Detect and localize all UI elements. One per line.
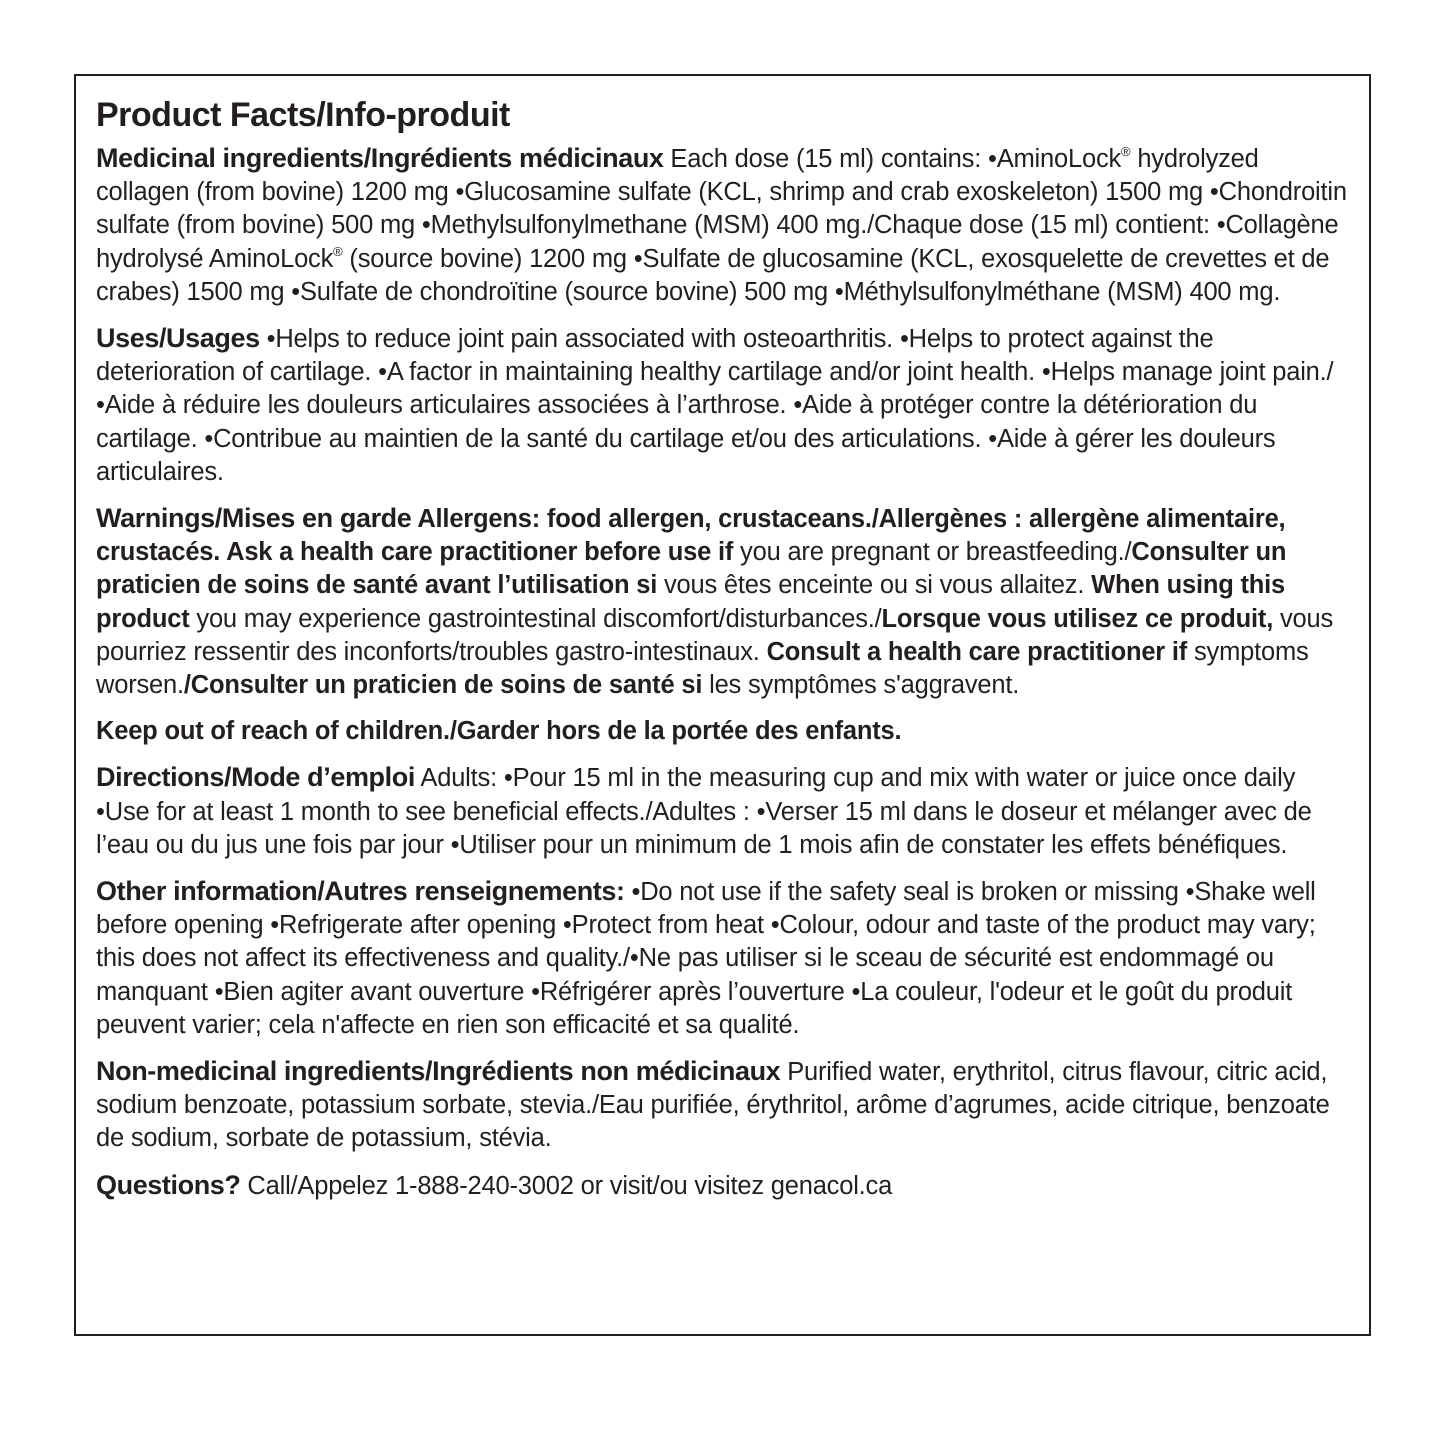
uses-heading: Uses/Usages	[96, 323, 260, 354]
panel-title: Product Facts/Info-produit	[96, 96, 510, 134]
allergens-text: Allergens: food allergen, crustaceans./Allergènes : allergène alimentaire, crustacés.	[96, 505, 1286, 567]
consult-fr-text: vous êtes enceinte ou si vous allaitez.	[657, 571, 1085, 600]
registered-mark: ®	[1121, 144, 1131, 159]
directions-text: Adults: •Pour 15 ml in the measuring cup and mix with water or juice once daily •Use for at least 1 month to see beneficial effects./Adultes : •Verser 15 ml dans le doseur et mélanger avec de l’eau ou du jus une fois par jour •Utiliser pour un minimum de 1 mois afin de constater les effets bénéfiques.	[96, 764, 1312, 859]
medicinal-ingredients-section	[96, 142, 1349, 309]
ask-practitioner-text: you are pregnant or breastfeeding./	[733, 538, 1132, 567]
when-using-text: you may experience gastrointestinal discomfort/disturbances./	[189, 604, 882, 633]
questions-text: Call/Appelez 1-888-240-3002 or visit/ou visitez genacol.ca	[240, 1171, 893, 1200]
consulter-si-bold: /Consulter un praticien de soins de santé si	[183, 671, 703, 700]
medicinal-text-2: hydrolyzed collagen (from bovine) 1200 mg •Glucosamine sulfate (KCL, shrimp and crab exoskeleton) 1500 mg •Chondroitin sulfate (from bovine) 500 mg •Methylsulfonylmethane (MSM) 400 mg./Chaque dose (15 ml) contient: •Collagène hydrolysé AminoLock	[96, 145, 1347, 273]
ask-practitioner-bold: Ask a health care practitioner before use if	[220, 538, 734, 567]
other-info-text: •Do not use if the safety seal is broken or missing •Shake well before opening •Refrigerate after opening •Protect from heat •Colour, odour and taste of the product may vary; this does not affect its effectiveness and quality./•Ne pas utiliser si le sceau de sécurité est endommagé ou manquant •Bien agiter avant ouverture •Réfrigérer après l’ouverture •La couleur, l'odeur et le goût du produit peuvent varier; cela n'affecte en rien son efficacité et sa qualité.	[96, 878, 1316, 1039]
non-medicinal-heading: Non-medicinal ingredients/Ingrédients non médicinaux	[96, 1056, 781, 1087]
registered-mark: ®	[333, 243, 343, 259]
when-using-bold: When using this product	[96, 571, 1286, 633]
medicinal-ingredients-heading: Medicinal ingredients/Ingrédients médicinaux	[96, 143, 664, 173]
other-info-section	[96, 875, 1349, 1042]
lorsque-bold: Lorsque vous utilisez ce produit,	[881, 604, 1274, 633]
consult-fr-bold: Consulter un praticien de soins de santé avant l’utilisation si	[96, 538, 1287, 600]
other-info-heading: Other information/Autres renseignements:	[96, 876, 625, 907]
product-facts-panel	[74, 74, 1371, 1336]
uses-section	[96, 322, 1349, 489]
questions-section	[96, 1169, 1349, 1203]
non-medicinal-text: Purified water, erythritol, citrus flavour, citric acid, sodium benzoate, potassium sorbate, stevia./Eau purifiée, érythritol, arôme d’agrumes, acide citrique, benzoate de sodium, sorbate de potassium, stévia.	[96, 1058, 1330, 1153]
medicinal-text-3: (source bovine) 1200 mg •Sulfate de glucosamine (KCL, exosquelette de crevettes et de crabes) 1500 mg •Sulfate de chondroïtine (source bovine) 500 mg •Méthylsulfonylméthane (MSM) 400 mg.	[96, 244, 1330, 306]
consult-if-bold: Consult a health care practitioner if	[759, 637, 1188, 666]
lorsque-text: vous pourriez ressentir des inconforts/troubles gastro-intestinaux.	[96, 604, 1334, 666]
warnings-heading: Warnings/Mises en garde	[96, 503, 412, 534]
medicinal-text-1: Each dose (15 ml) contains: •AminoLock	[663, 145, 1122, 173]
consult-if-text: symptoms worsen.	[96, 637, 1309, 700]
uses-text: •Helps to reduce joint pain associated with osteoarthritis. •Helps to protect against the deterioration of cartilage. •A factor in maintaining healthy cartilage and/or joint health. •Helps manage joint pain./•Aide à réduire les douleurs articulaires associées à l’arthrose. •Aide à protéger contre la détérioration du cartilage. •Contribue au maintien de la santé du cartilage et/ou des articulations. •Aide à gérer les douleurs articulaires.	[96, 325, 1334, 486]
keep-out-text: Keep out of reach of children./Garder hors de la portée des enfants.	[96, 717, 902, 746]
non-medicinal-section	[96, 1055, 1349, 1156]
keep-out-section	[96, 715, 1349, 748]
consulter-si-text: les symptômes s'aggravent.	[702, 671, 1020, 700]
directions-heading: Directions/Mode d’emploi	[96, 762, 415, 793]
warnings-section	[96, 502, 1349, 702]
questions-heading: Questions?	[96, 1169, 241, 1200]
directions-section	[96, 761, 1349, 862]
